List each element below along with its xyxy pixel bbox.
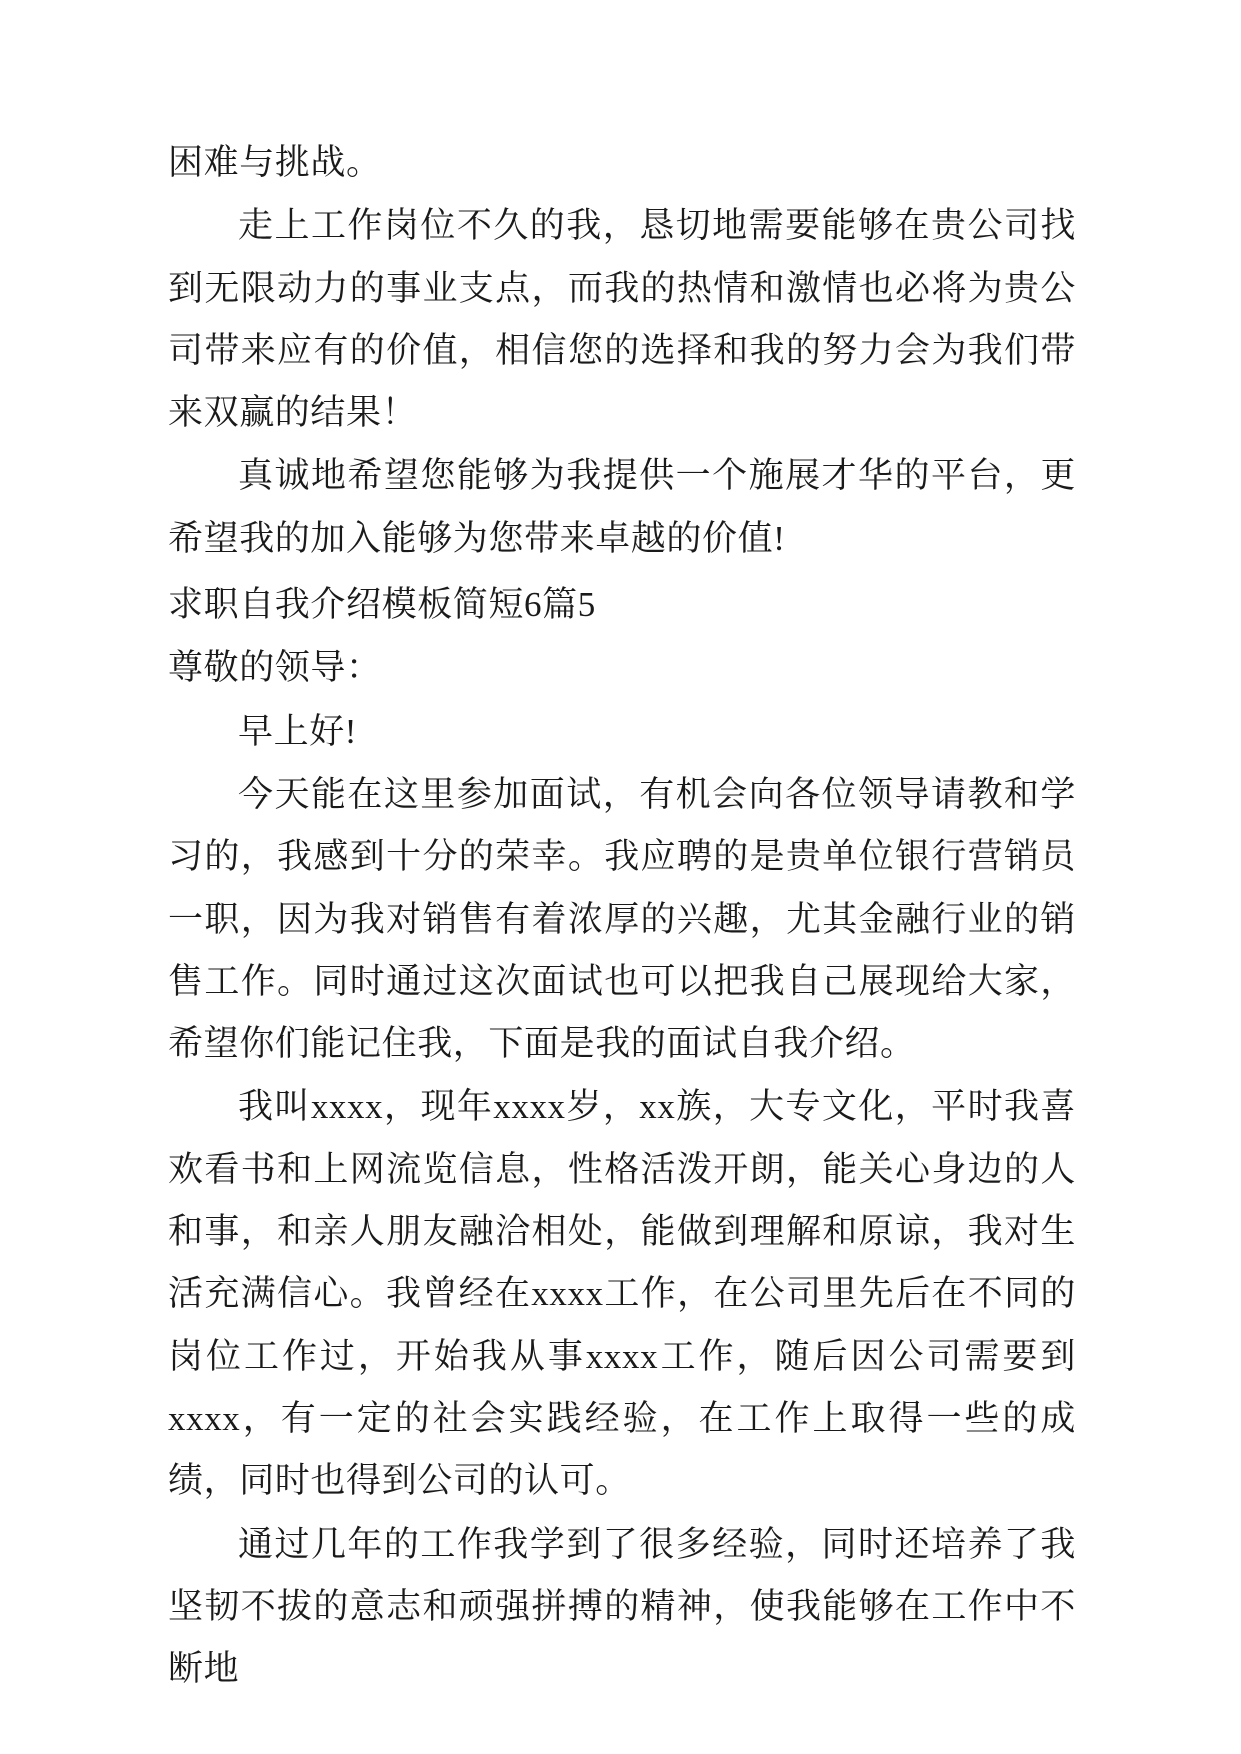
paragraph-personal-background: 我叫xxxx，现年xxxx岁，xx族，大专文化，平时我喜欢看书和上网流览信息，性格活泼开朗，能关心身边的人和事，和亲人朋友融洽相处，能做到理解和原谅，我对生活充满信心。我曾经在xxxx工作，在公司里先后在不同的岗位工作过，开始我从事xxxx工作，随后因公司需要到xxxx，有一定的社会实践经验，在工作上取得一些的成绩，同时也得到公司的认可。 (168, 1087, 1076, 1501)
document-body (168, 132, 1076, 1700)
paragraph-interview-opening: 今天能在这里参加面试，有机会向各位领导请教和学习的，我感到十分的荣幸。我应聘的是贵单位银行营销员一职，因为我对销售有着浓厚的兴趣，尤其金融行业的销售工作。同时通过这次面试也可以把我自己展现给大家，希望你们能记住我，下面是我的面试自我介绍。 (168, 774, 1076, 1064)
paragraph-sincere-hope: 真诚地希望您能够为我提供一个施展才华的平台，更希望我的加入能够为您带来卓越的价值! (168, 456, 1076, 558)
paragraph-section-heading: 求职自我介绍模板简短6篇5 (168, 585, 596, 625)
paragraph-salutation: 尊敬的领导： (168, 648, 382, 688)
paragraph-work-experience: 通过几年的工作我学到了很多经验，同时还培养了我坚韧不拔的意志和顽强拼搏的精神，使我能够在工作中不断地 (168, 1524, 1076, 1689)
paragraph-new-job-motivation: 走上工作岗位不久的我，恳切地需要能够在贵公司找到无限动力的事业支点，而我的热情和激情也必将为贵公司带来应有的价值，相信您的选择和我的努力会为我们带来双赢的结果！ (168, 206, 1076, 433)
paragraph-continued-hardship: 困难与挑战。 (168, 143, 382, 182)
paragraph-greeting: 早上好! (238, 711, 358, 751)
